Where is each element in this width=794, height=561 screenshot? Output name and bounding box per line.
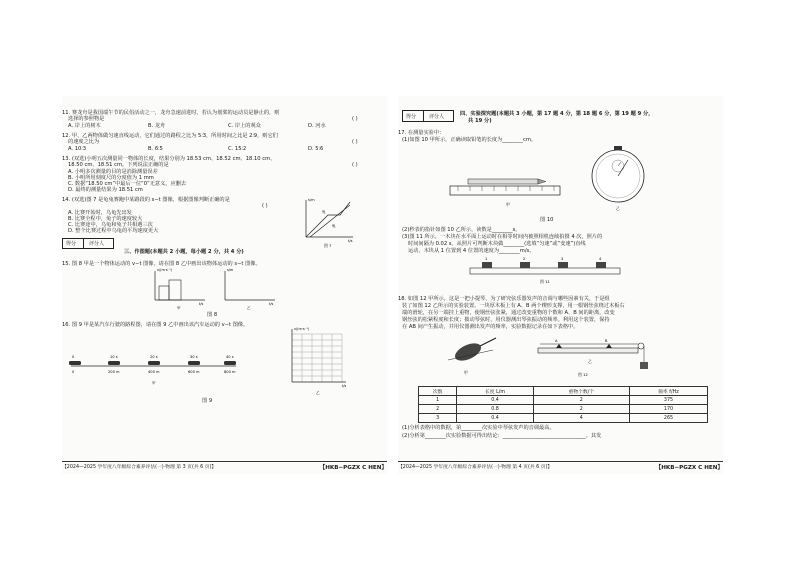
q15-st-graph-blank[interactable] [217,268,277,310]
q15-fig-caption: 图 8 [207,312,218,318]
q16-fig-caption: 图 9 [202,398,213,404]
fig11-block-3 [558,262,568,268]
q14-opt-a: A. 比赛开始时，乌龟先出发 [68,210,132,216]
q16-dist-600: 600 m [188,370,200,374]
q14-turtle-label: 龟 [332,224,336,228]
q13-opt-d: D. 最终的测量结果为 18.51 cm [68,187,143,193]
q14-paren: ( ) [262,203,268,209]
q14-fig-caption: 图 7 [324,243,332,248]
q18-line4: 钢丝弦的松紧程度和长度；拨动琴弦时，用仪器测出琴弦振动的频率。利用这个装置，保持 [402,317,610,323]
q14-stem: 14. (双选)图 7 是龟兔赛跑中某路段的 s−t 图像，根据图像判断正确的是 [62,197,230,203]
q14-opt-b: B. 比赛全程中，兔子的速度较大 [68,216,143,222]
q14-ylab: s/m [308,198,315,202]
q13-paren: ( ) [352,162,358,168]
fig12-jia: 甲 [464,370,468,375]
fig12 [438,330,678,380]
q13-stem2: 18.50 cm、18.51 cm。下列说法正确的是 [68,162,169,168]
cell: 170 [629,405,707,414]
q17-part1: (1)如图 10 甲所示，正确读取铅笔的长度为________cm。 [402,137,537,143]
cell: 2 [533,396,629,405]
q14-opt-c: C. 比赛途中，乌龟和兔子共相遇三次 [68,222,153,228]
rabbit-line [306,202,350,237]
q14-rabbit-label: 兔 [322,210,326,214]
score-box-left [62,238,114,249]
cell: 2 [419,405,457,414]
q16-vlab: v/(m·s⁻¹) [294,327,310,331]
q15-tlab-jia: t/s [199,302,204,306]
q13-opt-b: B. 小明所用刻度尺的分度值为 1 mm [68,175,154,181]
footer-left [62,461,387,470]
exam-page-left [62,96,387,474]
table-row [419,414,708,423]
cell: 375 [629,396,707,405]
section-3-title: 三、作图题(本题共 2 小题，每小题 2 分，共 4 分) [124,249,244,255]
fig11-block-4 [596,262,606,268]
q18-line2: 装了如图 12 乙所示的实验装置。一块厚木板上有 A、B 两个楔形支撑，用一根钢丝弦绕过木板右 [402,303,625,309]
footer-right-text: 【2024—2025 学年度八年级综合素养评估(一)·物理 第 4 页(共 6 页)】 [398,465,553,470]
q18-line5: 在 AB 间产生振动，并用仪器测出发声的频率，实验数据记录在如下表格中。 [402,324,579,330]
grader-label-right: 评分人 [429,114,445,120]
q16-stem: 16. 图 9 甲是某汽车行驶的路程图，请在图 9 乙中画出该汽车运动的 v−t 图像。 [62,322,249,328]
table-row [419,396,708,405]
grader-label: 评分人 [89,241,105,247]
q16-time-40: 40 s [226,355,234,359]
q16-road-figure [66,336,246,396]
cell: 2 [533,405,629,414]
q16-time-30: 30 s [190,355,198,359]
q17-part2: (2)秒表的指针如图 10 乙所示，读数是________s。 [402,227,521,233]
q15-vlab-jia: v/(m·s⁻¹) [157,268,173,272]
fig11-block-2 [520,262,530,268]
pencil-icon [468,179,538,184]
fig12-caption: 图 12 [578,372,588,377]
table-header-row [419,387,708,396]
fig11-caption: 图 11 [540,279,550,284]
q15-jia: 甲 [177,306,181,310]
footer-right [398,461,723,470]
q15-yi: 乙 [247,306,251,310]
score-label-right: 得分 [406,114,417,120]
weight-icon [640,362,648,369]
fig12-point-b: B [605,339,608,343]
cell: 0.4 [457,414,533,423]
q15-tlab-yi: t/s [269,302,274,306]
score-label: 得分 [66,241,77,247]
fig12-point-a: A [555,339,558,343]
q11-opt-c: C. 岸上的观众 [228,123,261,129]
footer-left-text: 【2024—2025 学年度八年级综合素养评估(一)·物理 第 3 页(共 6 页)】 [62,465,217,470]
q18-part2: (2)分析第________次实验数据可得出结论：________________________________。其发 [402,433,602,439]
q11-stem2: 选择的参照物是 [68,116,105,122]
cell: 0.8 [457,405,533,414]
q16-dist-200: 200 m [108,370,120,374]
q12-stem2: 的速度之比为 [68,139,100,145]
th-frequency: 频率 f/Hz [629,387,707,396]
pulley-icon [638,343,644,349]
q11-paren: ( ) [352,116,358,122]
q13-stem: 13. (双选)小明五次测量同一物体的长度，结果分别为 18.53 cm、18.52 cm、18.10 cm、 [62,156,276,162]
cell: 265 [629,414,707,423]
q13-opt-a: A. 小明多次测量的目的是消除测量误差 [68,169,158,175]
q16-vt-grid-blank[interactable] [280,326,350,396]
q16-yi: 乙 [316,391,320,395]
wood-board [538,348,638,353]
q16-tlab: t/s [342,384,347,388]
th-length: 长度 L/m [457,387,533,396]
q12-stem: 12. 甲、乙两物体做匀速直线运动，它们通过的路程之比为 5∶3，所用时间之比是 2∶9，则它们 [62,133,278,139]
q16-time-10: 10 s [110,355,118,359]
fig11-ruler [470,268,620,274]
q14-st-graph [298,197,358,247]
violin-icon [452,340,483,365]
th-trial: 次数 [419,387,457,396]
fig10-jia: 甲 [506,202,510,207]
q16-time-0: 0 [72,355,75,359]
q18-part1: (1)分析表格中的数据，第________次实验中琴弦发声的音调最高。 [402,425,555,431]
q17-stem: 17. 在测量实验中： [398,130,445,136]
cell: 4 [533,414,629,423]
table-row [419,405,708,414]
q14-opt-d: D. 整个比赛过程中乌龟的平均速度更大 [68,228,159,234]
fig11-num-3: 3 [561,257,564,261]
q14-xlab: t/s [348,239,353,243]
cell: 3 [419,414,457,423]
fig11 [468,256,628,286]
q15-stem: 15. 图 8 甲是一个物体运动的 v−t 图像，请在图 8 乙中画出该物体运动的 s−t 图像。 [62,261,261,267]
section-4-title-cont: 共 19 分) [468,118,492,124]
q17-part3-c: 运动，木块从 1 位置到 4 位置的速度为________m/s。 [408,248,535,254]
q18-data-table [418,386,708,423]
q16-dist-400: 400 m [148,370,160,374]
fig11-block-1 [482,262,492,268]
q18-line3: 端的滑轮，在另一端挂上重物，使钢丝弦张紧，通过改变重物的个数和 A、B 间的距离，改变 [402,310,615,316]
q11-opt-a: A. 岸上的树木 [68,123,101,129]
q13-opt-c: C. 数据“18.50 cm”中最后一位“0”无意义，应删去 [68,181,187,187]
q12-opt-d: D. 5∶6 [308,146,324,152]
fig11-num-4: 4 [599,257,602,261]
q15-vt-graph [147,268,207,310]
q15-slab-yi: s/m [227,268,234,272]
car-icons [69,361,236,365]
q17-part3: (3)图 11 所示，一木块在水平面上运动时在相等时间内被照相机连续拍摄 4 次，照片的 [402,234,603,240]
q11-opt-d: D. 河水 [308,123,326,129]
cell: 0.4 [457,396,533,405]
footer-right-code: 【HKB−PGZX C HEN】 [655,465,723,471]
exam-page-right [398,96,723,474]
q12-opt-b: B. 6∶5 [148,146,163,152]
score-box-right [402,110,454,122]
fig12-yi: 乙 [588,359,592,364]
q11-opt-b: B. 龙舟 [148,123,166,129]
q15-bar-1 [159,286,169,300]
q18-stem: 18. 如图 12 甲所示，这是一把小提琴，为了研究弦乐器发声的音调与哪些因素有关，于是组 [398,296,610,302]
q11-stem: 11. 赛龙舟是我国端午节的民俗活动之一，龙舟急速前进时，若认为划桨的运动员是静止的，则 [62,110,280,116]
section-4-title: 四、实验探究题(本题共 3 小题，第 17 题 4 分，第 18 题 6 分，第 19 题 9 分， [460,111,654,117]
fig10-caption: 图 10 [540,217,554,223]
cell: 1 [419,396,457,405]
q16-dist-800: 800 m [224,370,236,374]
q16-dist-0: 0 [72,370,75,374]
q12-paren: ( ) [352,139,358,145]
q17-part3-b: 时间间隔为 0.02 s。从照片可判断木块做________(选填“匀速”或“变速”)直线 [408,241,586,247]
q16-jia: 甲 [152,381,156,385]
turtle-line [310,205,350,237]
q12-opt-a: A. 10∶3 [68,146,87,152]
q12-opt-c: C. 15∶2 [228,146,247,152]
q16-time-20: 20 s [150,355,158,359]
q15-bar-2 [169,280,181,300]
fig11-num-2: 2 [523,257,526,261]
fig11-num-1: 1 [485,257,488,261]
th-weights: 重物个数/个 [533,387,629,396]
footer-left-code: 【HKB−PGZX C HEN】 [319,465,387,471]
fig10-yi: 乙 [616,206,620,211]
ruler [450,186,560,195]
fig10 [448,146,668,216]
